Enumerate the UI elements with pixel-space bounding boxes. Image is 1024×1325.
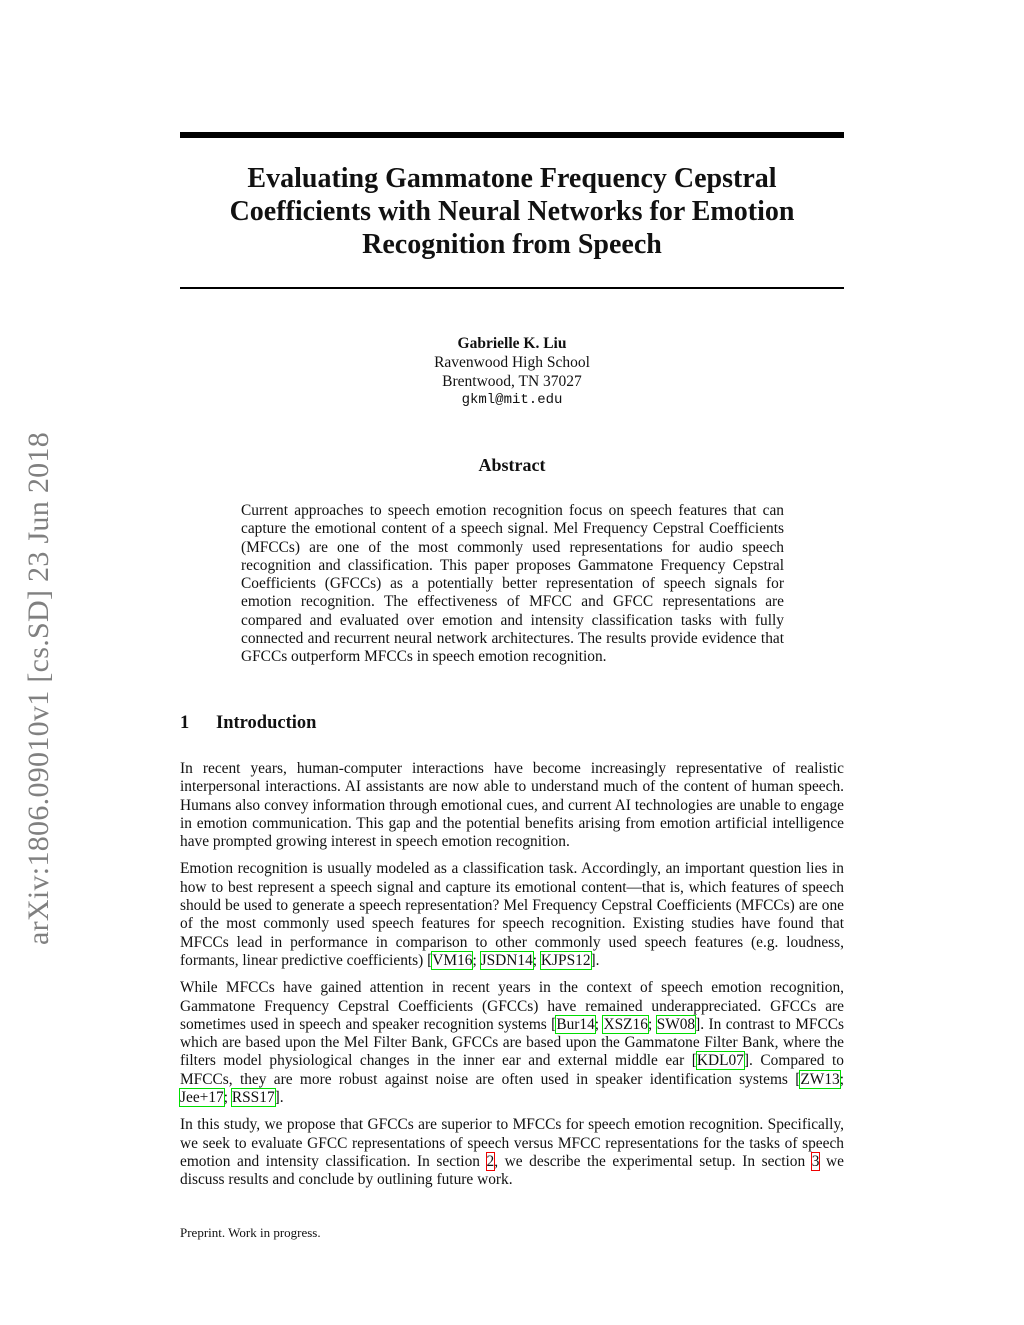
citation-separator: ; (223, 1089, 232, 1107)
citation-link[interactable]: JSDN14 (480, 951, 533, 969)
author-name: Gabrielle K. Liu (457, 335, 567, 352)
paragraph-2-text: Emotion recognition is usually modeled as a classification task. Accordingly, an important question lies in how to best represent a speech signal and capture its emotional content—that is, which features of speech should be used to generate a speech representation? Mel Frequency Cepstral Coefficients (MFCCs) are one of the most commonly used speech features for speech recognition. Existing studies have found that MFCCs lead in performance in comparison to other commonly used speech features (e.g. loudness, formants, linear predictive coefficients) [ (180, 860, 844, 969)
section-reference-link[interactable]: 3 (811, 1152, 820, 1170)
citation-link[interactable]: VM16 (432, 951, 473, 969)
paragraph-2 (180, 860, 844, 970)
citation-separator: ; (594, 1015, 604, 1033)
section-reference-link[interactable]: 2 (486, 1152, 495, 1170)
author-email[interactable]: gkml@mit.edu (461, 392, 563, 408)
citation-separator: ; (647, 1015, 657, 1033)
paragraph-3-end: ]. (274, 1089, 284, 1107)
paragraph-1: In recent years, human-computer interactions have become increasingly representative of realistic interpersonal interactions. AI assistants are now able to understand much of the content of human speech. Humans also convey information through emotional cues, and current AI technologies are unable to engage in emotion communication. This gap and the potential benefits arising from emotion artificial intelligence have prompted growing interest in speech emotion recognition. (180, 760, 844, 851)
paragraph-4-text: In this study, we propose that GFCCs are superior to MFCCs for speech emotion recognition. Specifically, we seek to evaluate GFCC representations of speech versus MFCC representations for the tasks of speech emotion and intensity classification. In section (180, 1116, 844, 1170)
paragraph-4 (180, 1116, 844, 1189)
citation-link[interactable]: Bur14 (556, 1015, 595, 1033)
paragraph-3-text: While MFCCs have gained attention in recent years in the context of speech emotion recognition, Gammatone Frequency Cepstral Coefficients (GFCCs) have remained underappreciated. GFCCs are sometimes used in speech and speaker recognition systems [ (180, 979, 844, 1033)
citation-separator: ; (532, 951, 541, 969)
citation-link[interactable]: SW08 (656, 1015, 696, 1033)
paragraph-3-text: ]. In contrast to MFCCs which are based upon the Mel Filter Bank, GFCCs are based upon the Gammatone Filter Bank, where the filters model physiological changes in the inner ear and external middle ear [ (180, 1015, 844, 1070)
author-location: Brentwood, TN 37027 (442, 373, 582, 390)
abstract-heading: Abstract (478, 455, 546, 475)
citation-link[interactable]: RSS17 (231, 1089, 275, 1107)
citation-separator: ; (472, 951, 481, 969)
title-rule-top (180, 132, 844, 138)
section-title: Introduction (216, 713, 317, 733)
paragraph-3-text: ]. Compared to MFCCs, they are more robust against noise are often used in speaker identification systems [ (180, 1052, 845, 1088)
footer-note: Preprint. Work in progress. (180, 1225, 321, 1240)
arxiv-stamp: arXiv:1806.09010v1 [cs.SD] 23 Jun 2018 (22, 431, 55, 945)
author-block (180, 334, 844, 410)
paragraph-4-text: , we describe the experimental setup. In section (494, 1152, 812, 1170)
section-heading-introduction (180, 713, 844, 734)
abstract-text: Current approaches to speech emotion recognition focus on speech features that can capture the emotional content of a speech signal. Mel Frequency Cepstral Coefficients (MFCCs) are one of the most commonly used representations for audio speech recognition and classification. This paper proposes Gammatone Frequency Cepstral Coefficients (GFCCs) as a potentially better representation of speech signals for emotion recognition. The effectiveness of MFCC and GFCC representations are compared and evaluated over emotion and intensity classification tasks with fully connected and recurrent neural network architectures. The results provide evidence that GFCCs outperform MFCCs in speech emotion recognition. (241, 502, 784, 666)
introduction-body (180, 760, 844, 1199)
paragraph-4-text: we discuss results and conclude by outlining future work. (180, 1152, 844, 1189)
author-affiliation: Ravenwood High School (434, 354, 590, 371)
citation-link[interactable]: KJPS12 (540, 951, 591, 969)
citation-link[interactable]: Jee+17 (180, 1089, 224, 1107)
citation-link[interactable]: KDL07 (696, 1052, 744, 1070)
paragraph-3 (180, 979, 844, 1107)
paper-title: Evaluating Gammatone Frequency Cepstral Coefficients with Neural Networks for Emotion Recognition from Speech (229, 163, 795, 260)
citation-link[interactable]: XSZ16 (603, 1015, 648, 1033)
paragraph-2-end: ]. (590, 951, 600, 969)
citation-link[interactable]: ZW13 (800, 1070, 840, 1088)
citation-separator: ; (839, 1070, 844, 1088)
title-rule-bottom (180, 287, 844, 289)
section-number: 1 (180, 713, 190, 733)
